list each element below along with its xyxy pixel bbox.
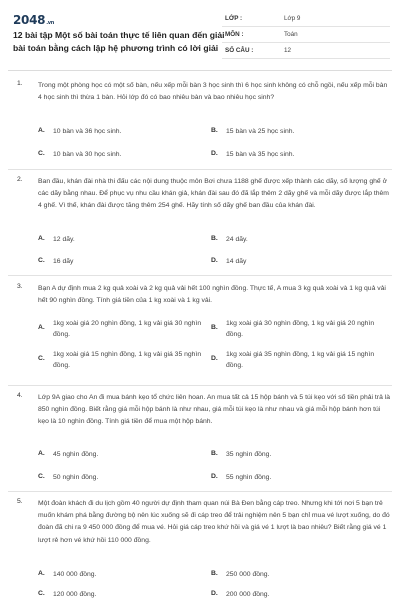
option-label: A. <box>38 570 45 577</box>
question-number: 4. <box>17 392 23 399</box>
site-logo[interactable] <box>13 13 54 27</box>
meta-row-count <box>222 43 390 59</box>
logo-suffix: .vn <box>46 20 55 26</box>
header-divider <box>8 70 392 71</box>
option-text: 55 nghìn đồng. <box>226 474 272 481</box>
option-label: A. <box>38 127 45 134</box>
option-text: 1kg xoài giá 35 nghìn đồng, 1 kg vải giá 15 nghìn đồng. <box>226 351 375 369</box>
meta-row-subject <box>222 27 390 43</box>
question-text: Bạn A dự định mua 2 kg quả xoài và 2 kg quả vải hết 100 nghìn đồng. Thực tế, A mua 3 kg quả xoài và 1 kg quả vải hết 90 nghìn đồng. Tính giá tiền của 1 kg xoài và 1 kg vải. <box>38 285 386 305</box>
meta-key: SỐ CÂU : <box>225 47 254 54</box>
option-text: 15 bàn và 25 học sinh. <box>226 128 295 135</box>
option-text: 10 bàn và 36 học sinh. <box>53 128 122 135</box>
option-label: D. <box>211 590 218 597</box>
question-text: Một đoàn khách đi du lịch gồm 40 người dự định tham quan núi Bà Đen bằng cáp treo. Nhưng khi tới nơi 5 bạn trẻ muốn khám phá bằng đường bộ nên lúc xuống sẽ đi cáp treo để trải nghiệm nên 5 bạn chỉ mua vé lượt xuống, do đó đoàn đã chi ra 9 450 000 đồng để mua vé. Hỏi giá cáp treo khứ hồi và giá vé 1 lượt là bao nhiêu? Biết rằng giá vé 1 lượt rẻ hơn vé khứ hồi 110 000 đồng. <box>38 500 390 544</box>
question-text: Lớp 9A giao cho An đi mua bánh kẹo tổ chức liên hoan. An mua tất cả 15 hộp bánh và 5 túi kẹo với số tiền phải trả là 850 nghìn đồng. Biết rằng giá mỗi hộp bánh là như nhau, giá mỗi túi kẹo là như nhau và giá mỗi hộp bánh hơn túi kẹo là 10 nghìn đồng. Tính giá tiền để mua một hộp bánh. <box>38 394 391 426</box>
option-text: 35 nghìn đồng. <box>226 451 272 458</box>
option-label: D. <box>211 150 218 157</box>
option-text: 14 dãy <box>226 258 247 265</box>
option-text: 16 dãy <box>53 258 74 265</box>
option-label: B. <box>211 127 218 134</box>
option-text: 45 nghìn đồng. <box>53 451 99 458</box>
option-label: D. <box>211 473 218 480</box>
option-label: B. <box>211 450 218 457</box>
question-text: Ban đầu, khán đài nhà thi đấu các nội dung thuộc môn Bơi chưa 1188 ghế được xếp thành các dãy, số lượng ghế ở các dãy bằng nhau. Để phục vụ nhu cầu khán giả, khán đài sau đó đã lắp thêm 2 dãy ghế và mỗi dãy được lắp thêm 4 ghế. Vì thế, khán đài được tăng thêm 254 ghế. Hãy tính số dãy ghế ban đầu của khán đài. <box>38 178 389 210</box>
option-text: 140 000 đồng. <box>53 571 97 578</box>
option-label: A. <box>38 450 45 457</box>
question-divider <box>8 491 392 492</box>
meta-value: Toán <box>284 31 298 38</box>
meta-key: LỚP : <box>225 15 243 22</box>
option-text: 50 nghìn đồng. <box>53 474 99 481</box>
option-label: B. <box>211 235 218 242</box>
option-label: D. <box>211 355 218 362</box>
option-text: 24 dãy. <box>226 236 248 243</box>
option-label: C. <box>38 473 45 480</box>
option-text: 1kg xoài giá 20 nghìn đồng, 1 kg vải giá 30 nghìn đồng. <box>53 320 202 338</box>
option-text: 10 bàn và 30 học sinh. <box>53 151 122 158</box>
document-title: 12 bài tập Một số bài toán thực tế liên quan đến giải bài toán bằng cách lập hệ phương trình có lời giải <box>13 30 225 53</box>
meta-value: 12 <box>284 47 292 54</box>
option-label: B. <box>211 324 218 331</box>
option-label: C. <box>38 257 45 264</box>
logo-text: 2048 <box>13 13 46 27</box>
option-label: A. <box>38 324 45 331</box>
option-label: B. <box>211 570 218 577</box>
option-label: D. <box>211 257 218 264</box>
option-text: 1kg xoài giá 15 nghìn đồng, 1 kg vải giá 35 nghìn đồng. <box>53 351 202 369</box>
option-label: C. <box>38 590 45 597</box>
question-divider <box>8 169 392 170</box>
meta-table <box>222 11 390 59</box>
option-label: C. <box>38 355 45 362</box>
option-label: C. <box>38 150 45 157</box>
option-text: 250 000 đồng. <box>226 571 270 578</box>
question-number: 2. <box>17 176 23 183</box>
option-text: 1kg xoài giá 30 nghìn đồng, 1 kg vải giá 20 nghìn đồng. <box>226 320 375 338</box>
question-number: 3. <box>17 283 23 290</box>
option-text: 120 000 đồng. <box>53 591 97 598</box>
question-divider <box>8 275 392 276</box>
question-text: Trong một phòng học có một số bàn, nếu xếp mỗi bàn 3 học sinh thì 6 học sinh không có chỗ ngồi, nếu xếp mỗi bàn 4 học sinh thì thừa 1 bàn. Hỏi lớp đó có bao nhiêu bàn và bao nhiêu học sinh? <box>38 82 388 102</box>
question-number: 1. <box>17 80 23 87</box>
meta-value: Lớp 9 <box>284 15 301 22</box>
meta-row-class <box>222 11 390 27</box>
option-text: 200 000 đồng. <box>226 591 270 598</box>
option-label: A. <box>38 235 45 242</box>
option-text: 15 bàn và 35 học sinh. <box>226 151 295 158</box>
meta-key: MÔN : <box>225 31 244 38</box>
question-number: 5. <box>17 498 23 505</box>
option-text: 12 dãy. <box>53 236 75 243</box>
question-divider <box>8 385 392 386</box>
